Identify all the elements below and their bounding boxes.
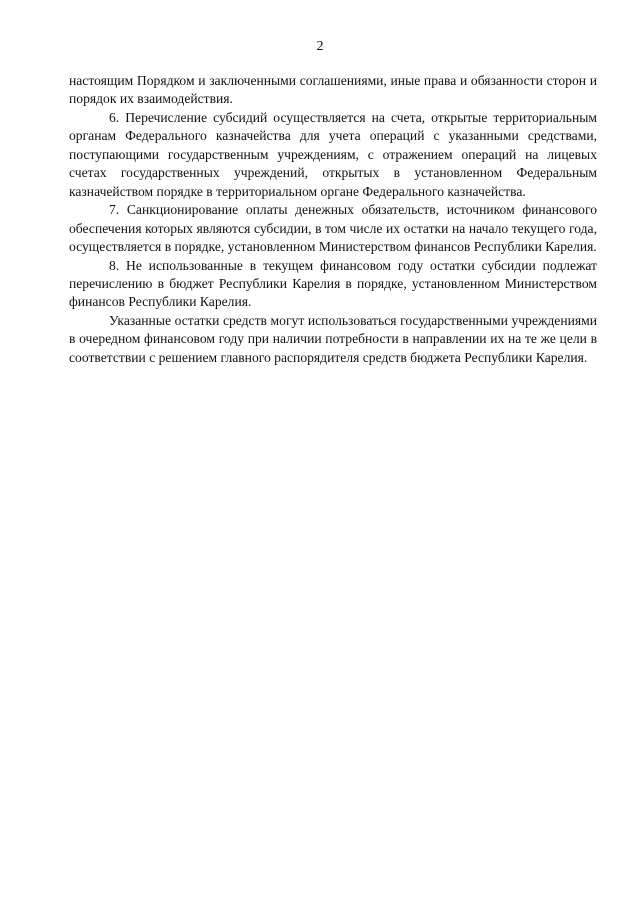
paragraph-remainder-use: Указанные остатки средств могут использоваться государственными учреждениями в очередном финансовом году при наличии потребности в направлении их на те же цели в соответствии с решением главного распорядителя средств бюджета Республики Карелия.: [69, 312, 597, 365]
paragraph-6: 6. Перечисление субсидий осуществляется на счета, открытые территориальным органам Федерального казначейства для учета операций с указанными средствами, поступающими государственным учреждениям, с отражением операций на лицевых счетах государственных учреждений, открытых в установленном Федеральным казначейством порядке в территориальном органе Федерального казначейства.: [69, 109, 597, 199]
paragraph-continuation: настоящим Порядком и заключенными соглашениями, иные права и обязанности сторон и порядок их взаимодействия.: [69, 73, 597, 107]
document-body: [69, 72, 597, 367]
paragraph-8: 8. Не использованные в текущем финансовом году остатки субсидии подлежат перечислению в бюджет Республики Карелия в порядке, установленном Министерством финансов Республики Карелия.: [69, 257, 597, 310]
page-number: 2: [316, 39, 324, 54]
paragraph-7: 7. Санкционирование оплаты денежных обязательств, источником финансового обеспечения которых являются субсидии, в том числе их остатки на начало текущего года, осуществляется в порядке, установленном Министерством финансов Республики Карелия.: [69, 202, 597, 255]
